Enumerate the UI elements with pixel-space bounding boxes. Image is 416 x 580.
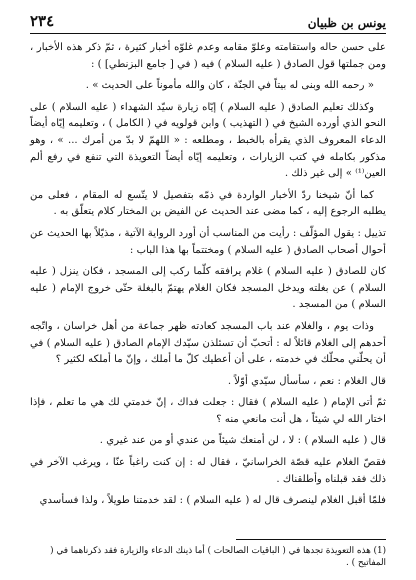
quote-paragraph: « رحمه الله وبنى له بيتاً في الجنّة ، كان والله مأموناً على الحديث » . bbox=[85, 80, 374, 92]
page-number: ٢٣٤ bbox=[30, 12, 55, 30]
page-body bbox=[30, 40, 386, 536]
paragraph: تذييل : يقول المؤلّف : رأيت من المناسب أن أورد الرواية الآتية ، مذيّلاً بها الحديث عن أحوال أصحاب الصادق ( عليه السلام ) ومختتماً بها هذا الباب : bbox=[30, 227, 386, 256]
paragraph: وذات يوم ، والغلام عند باب المسجد كعادته ظهر جماعة من أهل خراسان ، واتّجه أحدهم إلى الغلام قائلاً له : أتحبّ أن تسئلذن سيّدك الإمام الصادق ( عليه السلام ) في أن يحلّني محلّك في خدمته ، على أن أعطيك كلّ ما أملك ، وإنّ ما أملكه لكثير ؟ bbox=[30, 320, 386, 366]
paragraph: كما أنّ شيخنا ردّ الأخبار الواردة في ذمّه بتفصيل لا يتّسع له المقام ، فعلى من يطلبه الرجوع إليه ، كما مضى عند الحديث عن الفيض بن المختار كلام يتعلّق به . bbox=[30, 189, 386, 218]
paragraph: فلمّا أقبل الغلام لينصرف قال له ( عليه السلام ) : لقد خدمتنا طويلاً ، ولذا فسأسدي bbox=[39, 495, 386, 507]
paragraph: على حسن حاله واستقامته وعلوّ مقامه وعدم غلوّه أخبار كثيرة ، ثمّ ذكر هذه الأخبار ، ومن جملتها قول الصادق ( عليه السلام ) فيه ( في [ جامع البزنطي] ) : bbox=[30, 42, 386, 70]
paragraph: وكذلك تعليم الصادق ( عليه السلام ) إيّاه زيارة سيّد الشهداء ( عليه السلام ) على النحو الذي أورده الشيخ في ( التهذيب ) وابن قولويه في ( الكامل ) ، وتعليمه إيّاه أيضاً الدعاء المعروف الذي يقرأه بالخبط ، ومطلعه : « اللهمّ لا بدّ من أمرك ... » ، وهو مذكور بكامله في كتب الزيارات ، وتعليمه إيّاه أيضاً التعويذة التي تنفع في رفع ألم العين⁽¹⁾ » إلى غير ذلك . bbox=[30, 101, 386, 180]
footnote: (1) هذه التعويذة تجدها في ( الباقيات الصالحات ) أما ذينك الدعاء والزيارة فقد ذكرناهما في ( المفاتيح ) . bbox=[50, 546, 386, 568]
paragraph: فقصّ الغلام عليه قصّة الخراسانيّ ، فقال له : إن كنت راغباً عنّا ، ويرغب الآخر في ذلك فقد قبلناه وأطلقناك . bbox=[30, 457, 386, 485]
paragraph: كان للصادق ( عليه السلام ) غلام يرافقه كلّما ركب إلى المسجد ، فكان ينزل ( عليه السلام ) عن بغلته ويدخل المسجد فكان الغلام يهتمّ بالبغلة حتّى خروج الإمام ( عليه السلام ) من المسجد . bbox=[30, 266, 386, 311]
page-header bbox=[30, 8, 386, 30]
running-head: يونس بن ظبيان bbox=[307, 16, 386, 30]
paragraph: ثمّ أتى الإمام ( عليه السلام ) فقال : جعلت فداك ، إنّ خدمتي لك هي ما تعلم ، فإذا اختار الله لي شيئاً ، هل أنت مانعي منه ؟ bbox=[30, 397, 386, 425]
paragraph: قال ( عليه السلام ) : لا ، لن أمنعك شيئاً من عندي أو من عند غيري . bbox=[99, 435, 386, 447]
paragraph: قال الغلام : نعم ، سأسأل سيّدي أوّلاً . bbox=[227, 375, 386, 387]
header-rule bbox=[30, 33, 386, 34]
footnote-rule bbox=[236, 539, 386, 540]
